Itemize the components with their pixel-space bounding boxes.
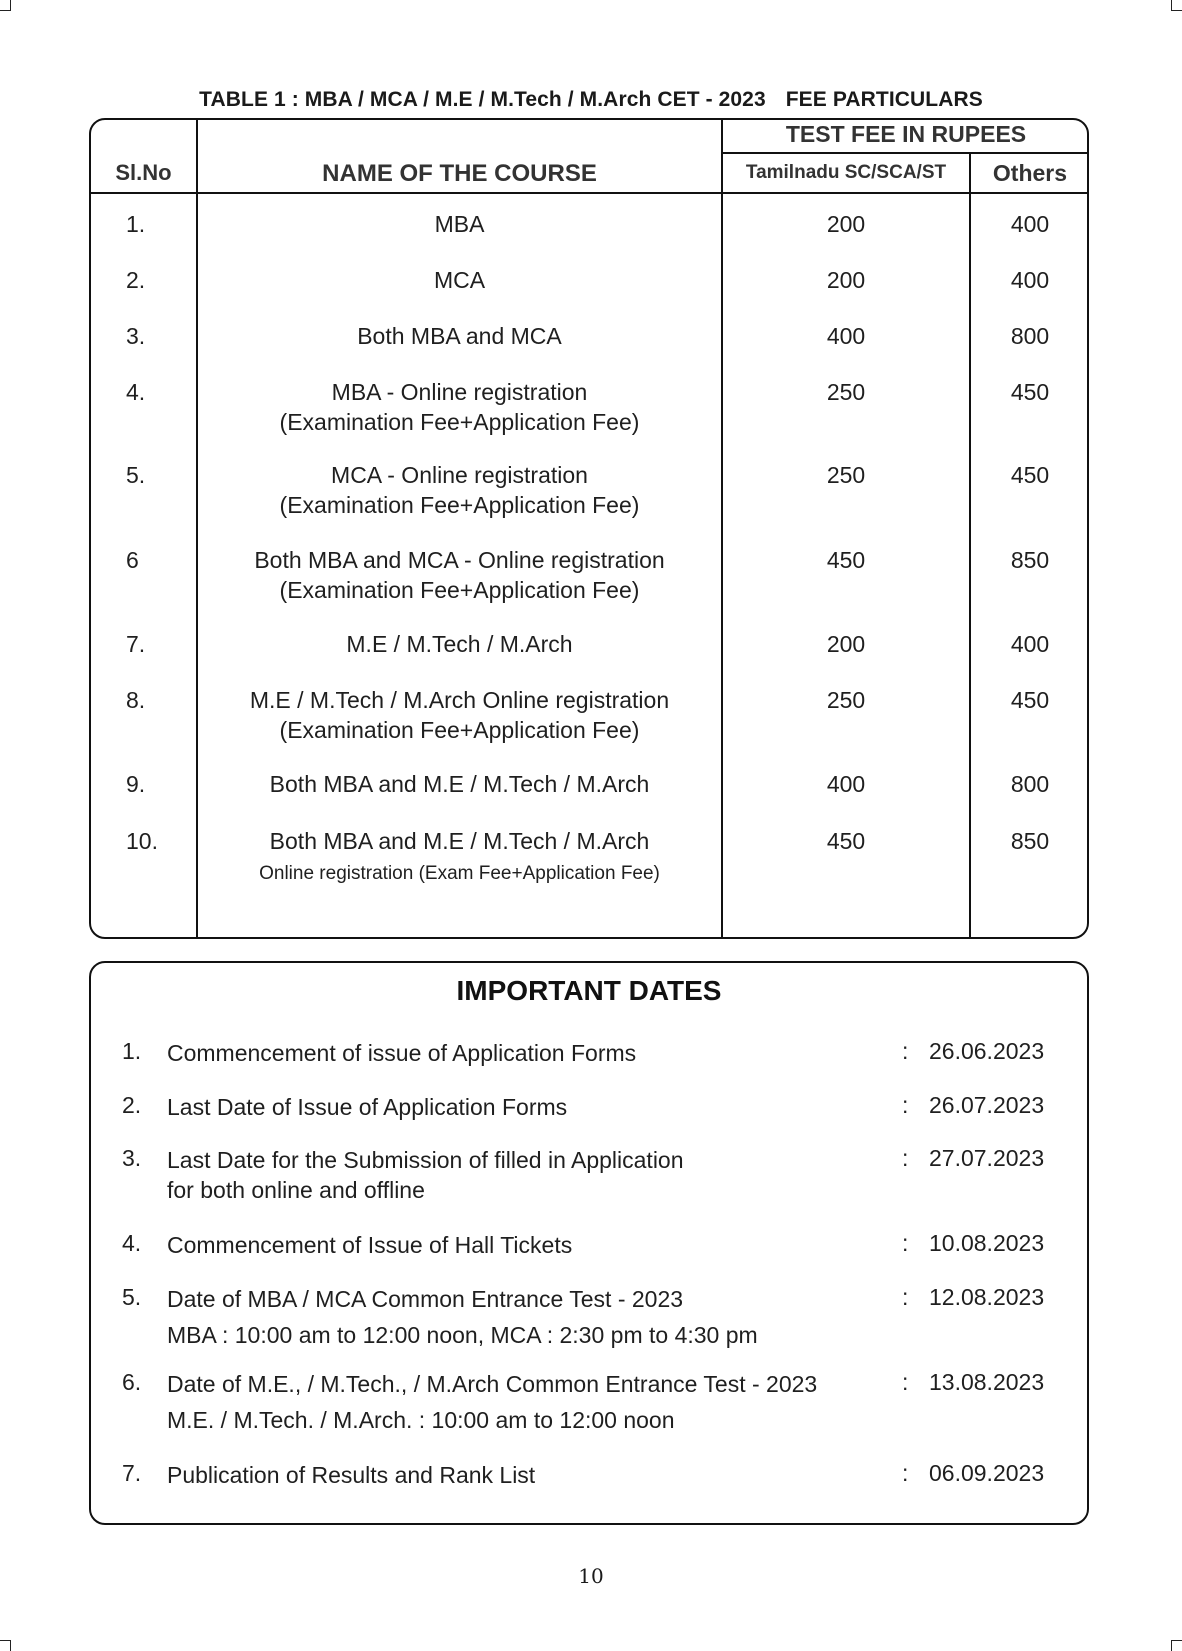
row-fee-sc: 250 (826, 687, 866, 713)
header-divider (721, 152, 1087, 154)
row-course: MBA - Online registration (331, 379, 588, 405)
row-fee-sc: 200 (826, 267, 866, 293)
row-course: MCA - Online registration (331, 462, 588, 488)
date-item-text: Commencement of Issue of Hall Tickets (167, 1232, 573, 1258)
row-fee-sc: 400 (826, 771, 866, 797)
date-separator: : (902, 1145, 909, 1171)
row-course: M.E / M.Tech / M.Arch Online registration (249, 687, 670, 713)
row-fee-others: 450 (1010, 379, 1050, 405)
date-separator: : (902, 1092, 909, 1118)
row-fee-others: 850 (1010, 828, 1050, 854)
date-separator: : (902, 1038, 909, 1064)
date-separator: : (902, 1460, 909, 1486)
date-item-date: 10.08.2023 (929, 1230, 1045, 1256)
date-separator: : (902, 1369, 909, 1395)
row-course: M.E / M.Tech / M.Arch (346, 631, 573, 657)
row-slno: 6 (126, 547, 139, 573)
row-course: MBA (434, 211, 485, 237)
date-item-number: 4. (122, 1230, 142, 1256)
header-fee-group: TEST FEE IN RUPEES (785, 121, 1027, 147)
row-slno: 10. (126, 828, 158, 854)
date-item-number: 5. (122, 1284, 142, 1310)
header-sc: Tamilnadu SC/SCA/ST (745, 162, 947, 183)
row-fee-others: 800 (1010, 323, 1050, 349)
row-fee-others: 800 (1010, 771, 1050, 797)
header-divider (91, 192, 1087, 194)
row-course: Both MBA and M.E / M.Tech / M.Arch (269, 828, 650, 854)
row-course-cell (198, 377, 721, 437)
row-slno: 9. (126, 771, 146, 797)
row-fee-others: 450 (1010, 462, 1050, 488)
row-course-cell (198, 460, 721, 520)
date-item-date: 12.08.2023 (929, 1284, 1045, 1310)
crop-mark-top-right (1171, 0, 1182, 11)
table-title-main: TABLE 1 : MBA / MCA / M.E / M.Tech / M.Arch CET - 2023 (199, 88, 766, 111)
date-item-subtext: M.E. / M.Tech. / M.Arch. : 10:00 am to 12:00 noon (167, 1407, 675, 1433)
crop-mark-bottom-right (1171, 1640, 1182, 1651)
row-fee-sc: 250 (826, 462, 866, 488)
date-separator: : (902, 1284, 909, 1310)
row-slno: 1. (126, 211, 146, 237)
row-slno: 7. (126, 631, 146, 657)
date-item-number: 1. (122, 1038, 142, 1064)
row-course-note: (Examination Fee+Application Fee) (279, 577, 640, 603)
date-item-text-block (167, 1369, 867, 1435)
row-slno: 5. (126, 462, 146, 488)
date-item-date: 27.07.2023 (929, 1145, 1045, 1171)
page-number: 10 (578, 1564, 604, 1588)
row-course-note: (Examination Fee+Application Fee) (279, 492, 640, 518)
fee-table (89, 118, 1089, 939)
date-item-text-block (167, 1145, 867, 1205)
date-item-text: Last Date for the Submission of filled in Application (167, 1147, 684, 1173)
row-fee-sc: 450 (826, 828, 866, 854)
row-course-note: (Examination Fee+Application Fee) (279, 717, 640, 743)
column-divider (196, 120, 198, 937)
dates-title: IMPORTANT DATES (456, 975, 722, 1006)
row-slno: 2. (126, 267, 146, 293)
table-title-suffix: FEE PARTICULARS (785, 88, 983, 111)
row-fee-others: 450 (1010, 687, 1050, 713)
date-separator: : (902, 1230, 909, 1256)
date-item-date: 26.06.2023 (929, 1038, 1045, 1064)
date-item-subtext: MBA : 10:00 am to 12:00 noon, MCA : 2:30 pm to 4:30 pm (167, 1322, 758, 1348)
date-item-text-block (167, 1284, 867, 1350)
row-fee-sc: 200 (826, 631, 866, 657)
row-course-cell (198, 826, 721, 889)
date-item-date: 26.07.2023 (929, 1092, 1045, 1118)
row-course: Both MBA and MCA (357, 323, 562, 349)
date-item-number: 2. (122, 1092, 142, 1118)
date-item-text: Publication of Results and Rank List (167, 1462, 536, 1488)
row-fee-sc: 450 (826, 547, 866, 573)
important-dates (89, 961, 1089, 1525)
row-course-cell (198, 685, 721, 745)
row-course-cell (198, 545, 721, 605)
date-item-number: 3. (122, 1145, 142, 1171)
row-fee-sc: 200 (826, 211, 866, 237)
date-item-number: 7. (122, 1460, 142, 1486)
date-item-subtext: for both online and offline (167, 1177, 425, 1203)
row-course: MCA (433, 267, 486, 293)
row-slno: 3. (126, 323, 146, 349)
row-course-note: (Examination Fee+Application Fee) (279, 409, 640, 435)
date-item-text: Date of M.E., / M.Tech., / M.Arch Common Entrance Test - 2023 (167, 1371, 818, 1397)
row-fee-others: 400 (1010, 631, 1050, 657)
row-fee-sc: 250 (826, 379, 866, 405)
date-item-text: Last Date of Issue of Application Forms (167, 1094, 568, 1120)
row-fee-others: 400 (1010, 267, 1050, 293)
row-fee-others: 850 (1010, 547, 1050, 573)
crop-mark-top-left (0, 0, 11, 11)
date-item-date: 06.09.2023 (929, 1460, 1045, 1486)
date-item-number: 6. (122, 1369, 142, 1395)
table-title (90, 88, 1092, 112)
row-fee-others: 400 (1010, 211, 1050, 237)
row-fee-sc: 400 (826, 323, 866, 349)
header-others: Others (992, 160, 1068, 186)
date-item-text: Commencement of issue of Application Forms (167, 1040, 637, 1066)
column-divider (721, 120, 723, 937)
row-course-note: Online registration (Exam Fee+Application Fee) (259, 863, 660, 884)
header-course: NAME OF THE COURSE (322, 160, 597, 187)
row-course: Both MBA and M.E / M.Tech / M.Arch (269, 771, 650, 797)
crop-mark-bottom-left (0, 1640, 11, 1651)
row-slno: 8. (126, 687, 146, 713)
date-item-date: 13.08.2023 (929, 1369, 1045, 1395)
date-item-text: Date of MBA / MCA Common Entrance Test - 2023 (167, 1286, 684, 1312)
header-slno: Sl.No (115, 160, 172, 185)
row-course: Both MBA and MCA - Online registration (254, 547, 665, 573)
row-slno: 4. (126, 379, 146, 405)
